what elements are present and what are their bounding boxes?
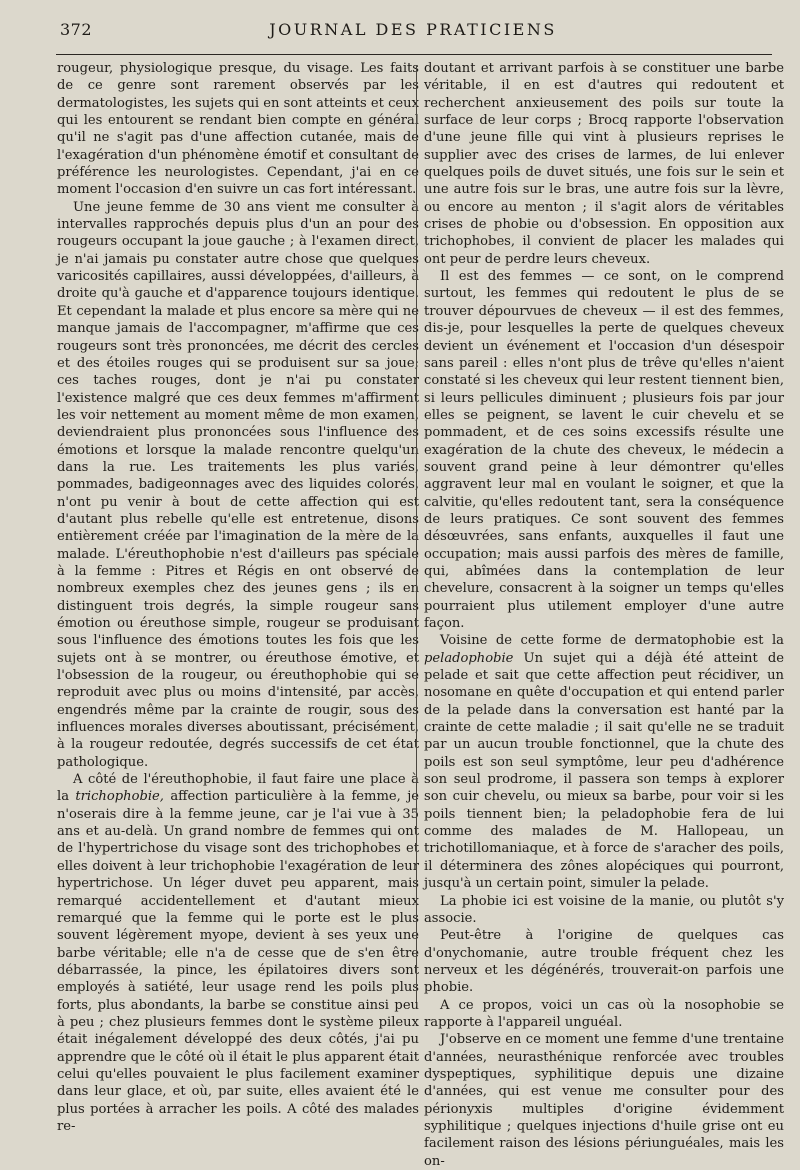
left-column [57,60,419,1135]
column-divider [416,66,417,1002]
paragraph: Une jeune femme de 30 ans vient me consulter à intervalles rapprochés depuis plus d'un an pour des rougeurs occupant la joue gauche ; à l'examen direct, je n'ai jamais pu constater autre chose que quelques varicosités capillaires, aussi développées, d'ailleurs, à droite qu'à gauche et d'apparence toujours identique. Et cependant la malade et plus encore sa mère qui ne manque jamais de l'accompagner, m'affirme que ces rougeurs sont très prononcées, me décrit des cercles et des étoiles rouges qui se produisent sur sa joue; ces taches rouges, dont je n'ai pu constater l'existence malgré que ces deux femmes m'affirment les voir nettement au moment même de mon examen, deviendraient plus prononcées sous l'influence des émotions et lorsque la malade rencontre quelqu'un dans la rue. Les traitements les plus variés, pommades, badigeonnages avec des liquides colorés, n'ont pu venir à bout de cette affection qui est d'autant plus rebelle qu'elle est entretenue, disons entièrement créée par l'imagination de la mère de la malade. L'éreuthophobie n'est d'ailleurs pas spéciale à la femme : Pitres et Régis en ont observé de nombreux exemples chez des jeunes gens ; ils en distinguent trois degrés, la simple rougeur sans émotion ou éreuthose simple, rougeur se produisant sous l'influence des émotions toutes les fois que les sujets ont à se montrer, ou éreuthose émotive, et l'obsession de la rougeur, ou éreuthophobie qui se reproduit avec plus ou moins d'intensité, par accès, engendrés même par la crainte de rougir, sous des influences morales diverses aboutissant, précisément, à la rougeur redoutée, degrés successifs de cet état pathologique. [57,199,419,770]
text-run: affection particulière à la femme, je n'oserais dire à la femme jeune, car je l'ai vue à 35 ans et au-delà. Un grand nombre de femmes qui ont de l'hypertrichose du visage sont des trichophobes et elles doivent à leur trichophobie l'exagération de leur hypertrichose. Un léger duvet peu apparent, mais remarqué accidentellement et d'autant mieux remarqué que la femme qui le porte est le plus souvent légèrement myope, devient à ses yeux une barbe véritable; elle n'a de cesse que de s'en être débarrassée, la pince, les épilatoires divers sont employés à satiété, leur usage rend les poils plus forts, plus abondants, la barbe se constitue ainsi peu à peu ; chez plusieurs femmes dont le système pileux était inégalement développé des deux côtés, j'ai pu apprendre que le côté où il était le plus apparent était celui qu'elles pouvaient le plus facilement examiner dans leur glace, et où, par suite, elles avaient été le plus portées à arracher les poils. A côté des malades re- [57,789,420,1134]
paragraph [424,632,784,892]
paragraph: La phobie ici est voisine de la manie, ou plutôt s'y associe. [424,893,784,926]
italic-term: peladophobie [424,650,514,666]
text-run: A côté de l'éreuthophobie, il faut faire une place à la [57,772,419,805]
right-column [424,60,784,1170]
paragraph [57,771,419,1135]
journal-title: JOURNAL DES PRATICIENS [269,20,557,39]
text-run: Voisine de cette forme de dermatophobie est la [440,633,784,649]
text-run: Un sujet qui a déjà été atteint de pelade et sait que cette affection peut récidiver, un nosomane en quête d'occupation et qui entend parler de la pelade dans la conversation est hanté par la crainte de cette maladie ; il sait qu'elle ne se traduit par un aucun trouble fonctionnel, que la chute des poils est son seul symptôme, leur peu d'adhérence son seul prodrome, il passera son temps à explorer son cuir chevelu, ou mieux sa barbe, pour voir si les poils tiennent bien; la peladophobie fera de lui comme des malades de M. Hallopeau, un trichotillomaniaque, et à force de s'aracher des poils, il déterminera des zônes alopéciques qui pourront, jusqu'à un certain point, simuler la pelade. [424,650,784,892]
paragraph: rougeur, physiologique presque, du visage. Les faits de ce genre sont rarement observés par les dermatologistes, les sujets qui en sont atteints et ceux qui les entourent se rendant bien compte en général qu'il ne s'agit pas d'une affection cutanée, mais de l'exagération d'un phénomène émotif et consultant de préférence les neurologistes. Cependant, j'ai en ce moment l'occasion d'en suivre un cas fort intéressant. [57,61,419,198]
page-header [56,14,770,44]
paragraph: Peut-être à l'origine de quelques cas d'onychomanie, autre trouble fréquent chez les nerveux et les dégénérés, trouverait-on parfois une phobie. [424,928,784,996]
paragraph: Il est des femmes — ce sont, on le comprend surtout, les femmes qui redoutent le plus de se trouver dépourvues de cheveux — il est des femmes, dis-je, pour lesquelles la perte de quelques cheveux devient un événement et l'occasion d'un désespoir sans pareil : elles n'ont plus de trêve qu'elles n'aient constaté si les cheveux qui leur restent tiennent bien, si leurs pellicules diminuent ; plusieurs fois par jour elles se peignent, se lavent le cuir chevelu et se pommadent, et de ces soins excessifs résulte une exagération de la chute des cheveux, le médecin a souvent grand peine à leur démontrer qu'elles aggravent leur mal en voulant le soigner, et que la calvitie, qu'elles redoutent tant, sera la conséquence de leurs pratiques. Ce sont souvent des femmes désœuvrées, sans enfants, auxquelles il faut une occupation; mais aussi parfois des mères de famille, qui, abîmées dans la contemplation de leur chevelure, consacrent à la soigner un temps qu'elles pourraient plus utilement employer d'une autre façon. [424,269,784,631]
page-number: 372 [60,20,93,39]
italic-term: trichophobie, [75,789,164,805]
header-rule [56,54,772,55]
paragraph: A ce propos, voici un cas où la nosophobie se rapporte à l'appareil unguéal. [424,997,784,1030]
paragraph: J'observe en ce moment une femme d'une trentaine d'années, neurasthénique renforcée avec troubles dyspeptiques, syphilitique depuis une dizaine d'années, qui est venue me consulter pour des périonyxis multiples d'origine évidemment syphilitique ; quelques injections d'huile grise ont eu facilement raison des lésions périunguéales, mais les on- [424,1032,784,1169]
paragraph: doutant et arrivant parfois à se constituer une barbe véritable, il en est d'autres qui redoutent et recherchent anxieusement des poils sur toute la surface de leur corps ; Brocq rapporte l'observation d'une jeune fille qui vint à plusieurs reprises le supplier avec des crises de larmes, de lui enlever quelques poils de duvet situés, une fois sur le sein et une autre fois sur le bras, une autre fois sur la lèvre, ou encore au menton ; il s'agit alors de véritables crises de phobie ou d'obsession. En opposition aux trichophobes, il convient de placer les malades qui ont peur de perdre leurs cheveux. [424,61,784,267]
